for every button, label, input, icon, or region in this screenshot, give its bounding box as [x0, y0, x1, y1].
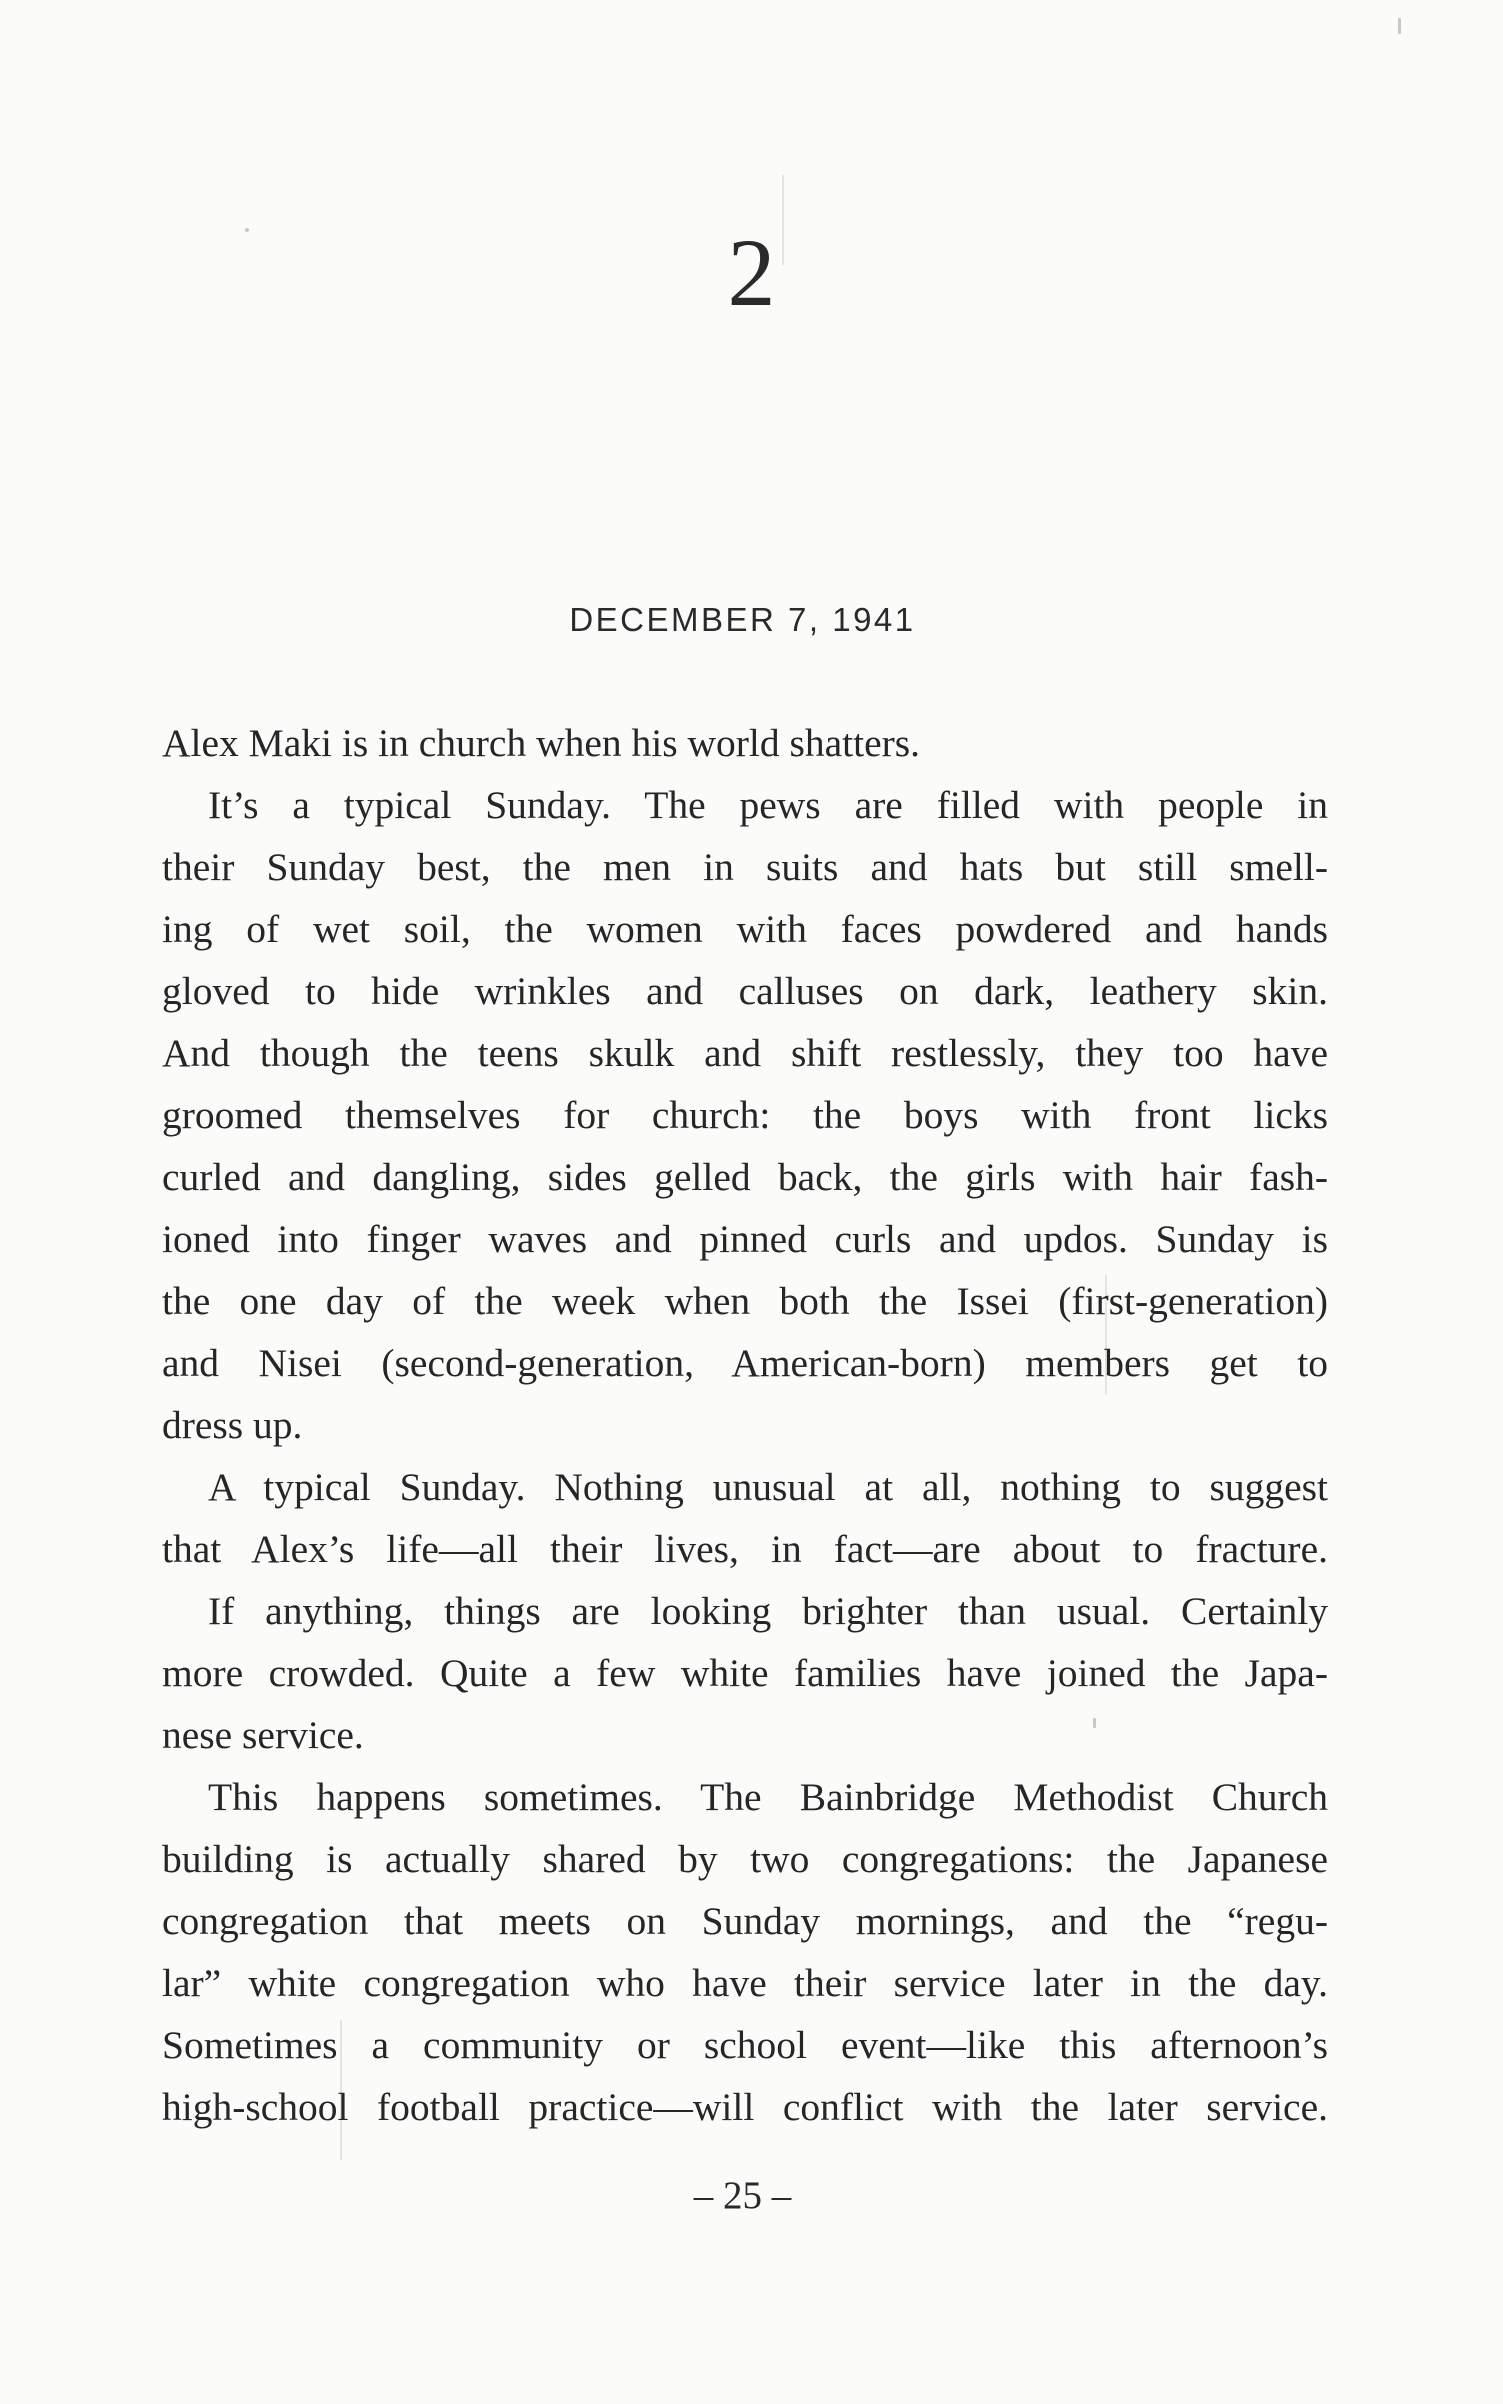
- text-line: their Sunday best, the men in suits and hats but still smell-: [162, 845, 1328, 889]
- text-line: ioned into finger waves and pinned curls and updos. Sunday is: [162, 1217, 1328, 1261]
- text-line: more crowded. Quite a few white families have joined the Japa-: [162, 1651, 1328, 1695]
- text-line: And though the teens skulk and shift restlessly, they too have: [162, 1031, 1328, 1075]
- text-line: If anything, things are looking brighter than usual. Certainly: [208, 1589, 1328, 1633]
- text-line: dress up.: [162, 1403, 303, 1447]
- text-line: the one day of the week when both the Issei (first-generation): [162, 1279, 1328, 1323]
- text-line: congregation that meets on Sunday mornings, and the “regu-: [162, 1899, 1328, 1943]
- text-line: building is actually shared by two congregations: the Japanese: [162, 1837, 1328, 1881]
- text-line: and Nisei (second-generation, American-born) members get to: [162, 1341, 1328, 1385]
- text-line: ing of wet soil, the women with faces powdered and hands: [162, 907, 1328, 951]
- chapter-date-heading: DECEMBER 7, 1941: [569, 601, 916, 638]
- page-number: – 25 –: [693, 2174, 792, 2217]
- body-text: [162, 712, 1328, 2138]
- text-line: Sometimes a community or school event—like this afternoon’s: [162, 2023, 1328, 2067]
- text-line: lar” white congregation who have their service later in the day.: [162, 1961, 1328, 2005]
- text-line: nese service.: [162, 1713, 364, 1757]
- text-line: A typical Sunday. Nothing unusual at all, nothing to suggest: [208, 1465, 1328, 1509]
- text-line: that Alex’s life—all their lives, in fact—are about to fracture.: [162, 1527, 1328, 1571]
- chapter-number: 2: [727, 219, 776, 326]
- text-line: gloved to hide wrinkles and calluses on dark, leathery skin.: [162, 969, 1328, 1013]
- text-line: high-school football practice—will conflict with the later service.: [162, 2085, 1328, 2129]
- text-line: This happens sometimes. The Bainbridge Methodist Church: [208, 1775, 1328, 1819]
- text-line: Alex Maki is in church when his world shatters.: [162, 721, 921, 765]
- text-line: curled and dangling, sides gelled back, the girls with hair fash-: [162, 1155, 1328, 1199]
- text-line: It’s a typical Sunday. The pews are filled with people in: [208, 783, 1328, 827]
- text-line: groomed themselves for church: the boys with front licks: [162, 1093, 1328, 1137]
- scan-artifact-speck: [1398, 18, 1401, 34]
